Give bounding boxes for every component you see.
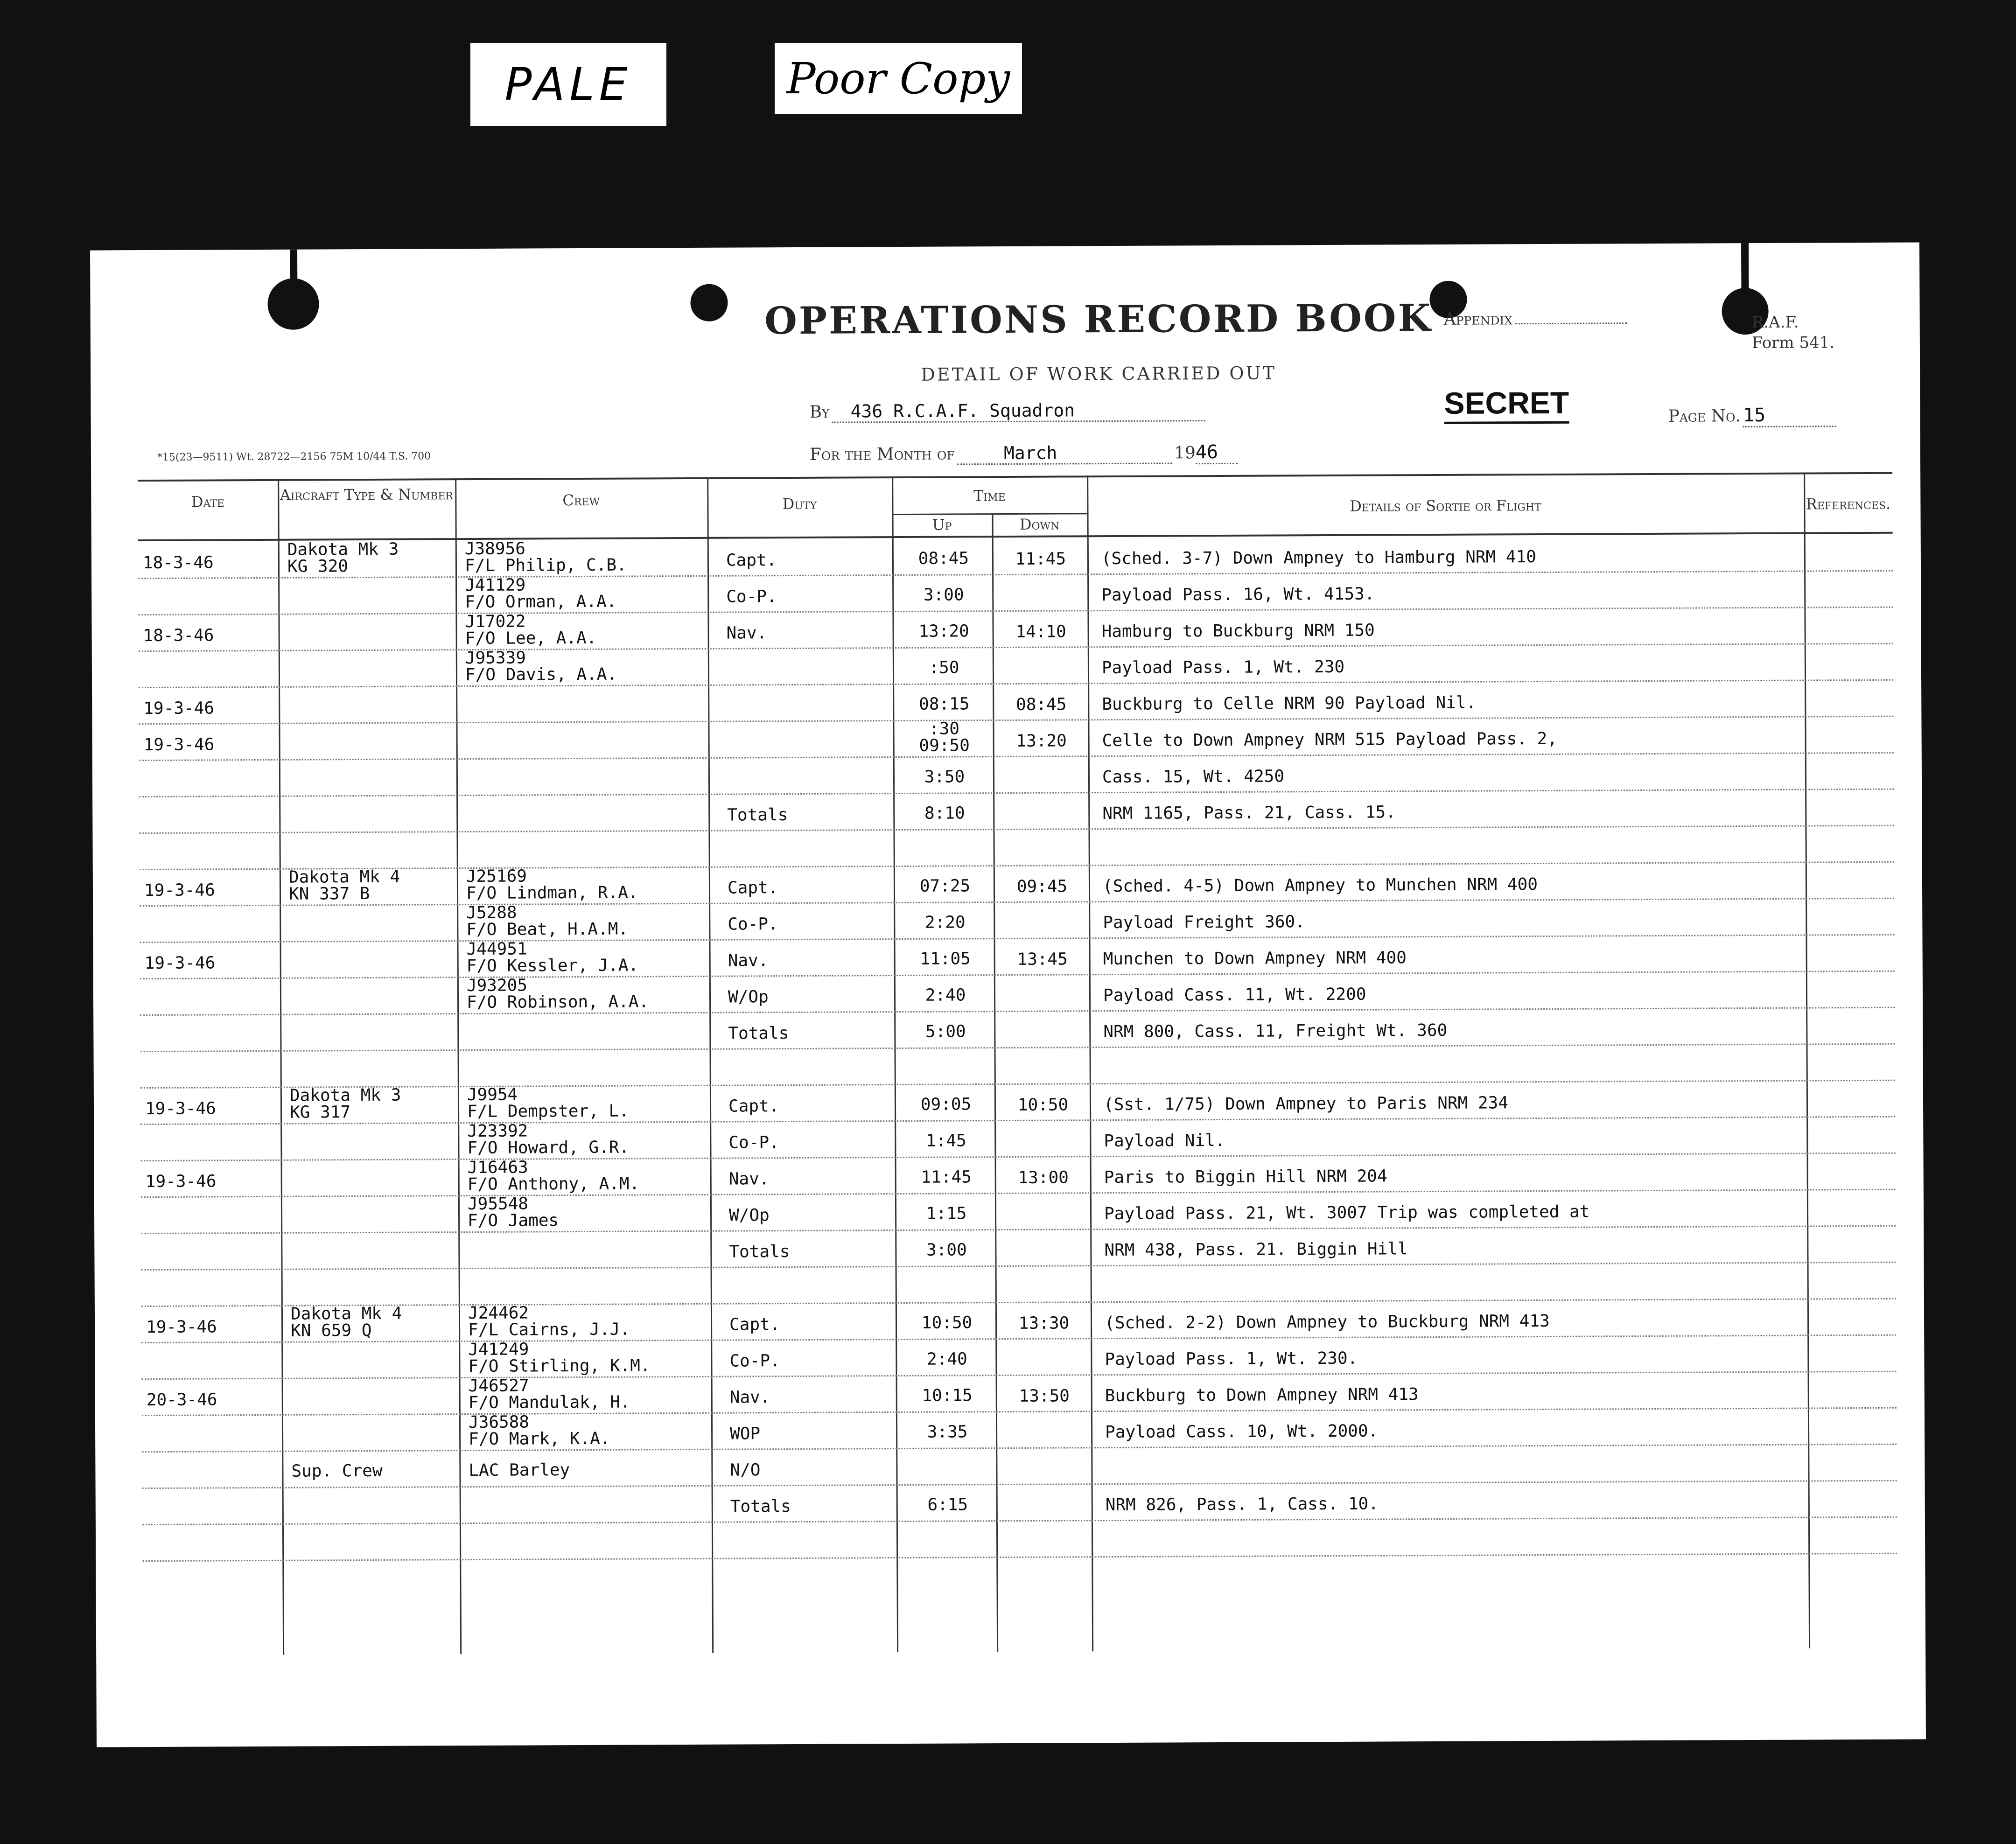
col-details: Details of Sortie or Flight — [1350, 496, 1541, 515]
squadron-value: 436 R.C.A.F. Squadron — [832, 399, 1205, 423]
cell-duty: Totals — [729, 1242, 790, 1262]
cell-details: Payload Pass. 1, Wt. 230. — [1105, 1348, 1358, 1369]
cell-duty: W/Op — [728, 987, 769, 1007]
cell-duty: Capt. — [729, 1315, 780, 1334]
cell-up: 6:15 — [927, 1495, 968, 1515]
cell-duty: Co-P. — [729, 1351, 780, 1371]
cell-details: Celle to Down Ampney NRM 515 Payload Pass. 2, — [1102, 729, 1558, 751]
cell-duty: Nav. — [728, 1169, 770, 1189]
cell-details: (Sst. 1/75) Down Ampney to Paris NRM 234 — [1103, 1093, 1509, 1115]
cell-crew: J25169 F/O Lindman, R.A. — [466, 866, 638, 903]
cell-duty: Totals — [728, 1024, 789, 1043]
cell-crew: J17022 F/O Lee, A.A. — [465, 612, 597, 649]
cell-crew: J95548 F/O James — [467, 1194, 559, 1231]
col-up: Up — [932, 516, 952, 534]
cell-down: 10:50 — [1017, 1095, 1069, 1115]
year-prefix: 19 — [1174, 443, 1196, 463]
cell-duty: W/Op — [728, 1206, 770, 1225]
cell-details: NRM 800, Cass. 11, Freight Wt. 360 — [1103, 1020, 1448, 1042]
cell-up: 13:20 — [918, 622, 969, 641]
poor-copy-text: Poor Copy — [786, 53, 1010, 104]
cell-date: 18-3-46 — [143, 626, 214, 646]
cell-date: 18-3-46 — [142, 553, 214, 573]
cell-crew: J41129 F/O Orman, A.A. — [465, 575, 617, 612]
cell-up: 08:45 — [918, 549, 969, 568]
cell-duty: Capt. — [726, 551, 777, 570]
col-crew: Crew — [562, 491, 600, 510]
form-title: OPERATIONS RECORD BOOK — [764, 296, 1433, 343]
cell-duty: N/O — [730, 1460, 761, 1480]
cell-duty: Co-P. — [728, 1133, 779, 1152]
record-sheet — [90, 242, 1926, 1747]
cell-down: 13:00 — [1018, 1168, 1069, 1187]
cell-up: 10:50 — [921, 1313, 973, 1333]
col-date: Date — [191, 493, 224, 511]
cell-crew: J5288 F/O Beat, H.A.M. — [466, 903, 629, 940]
cell-up: 3:35 — [927, 1422, 968, 1442]
month-line — [810, 441, 1238, 466]
raf-line-1: R.A.F. — [1751, 313, 1799, 332]
cell-duty: Nav. — [726, 623, 767, 643]
cell-date: 19-3-46 — [145, 1099, 216, 1119]
cell-crew: J23392 F/O Howard, G.R. — [467, 1121, 630, 1158]
cell-details: (Sched. 3-7) Down Ampney to Hamburg NRM 410 — [1101, 547, 1536, 569]
col-down: Down — [1019, 515, 1060, 533]
cell-details: Hamburg to Buckburg NRM 150 — [1101, 621, 1375, 642]
cell-crew: J24462 F/L Cairns, J.J. — [468, 1303, 630, 1340]
cell-details: Cass. 15, Wt. 4250 — [1102, 767, 1285, 787]
cell-crew: J38956 F/L Philip, C.B. — [464, 539, 627, 576]
cell-up: 3:00 — [923, 585, 964, 605]
cell-up: 1:15 — [926, 1204, 967, 1223]
page-number — [1668, 404, 1836, 428]
cell-details: Buckburg to Down Ampney NRM 413 — [1105, 1385, 1419, 1406]
appendix-label: Appendix — [1443, 309, 1513, 329]
by-line — [809, 399, 1205, 423]
cell-down: 13:20 — [1016, 731, 1067, 751]
cell-details: Buckburg to Celle NRM 90 Payload Nil. — [1102, 693, 1477, 714]
cell-up: 3:50 — [924, 767, 965, 787]
cell-down: 13:45 — [1017, 950, 1068, 969]
cell-crew: LAC Barley — [469, 1460, 570, 1481]
cell-details: (Sched. 2-2) Down Ampney to Buckburg NRM 413 — [1104, 1311, 1550, 1333]
cell-date: 19-3-46 — [144, 880, 215, 901]
cell-up: :50 — [929, 658, 959, 678]
cell-up: 5:00 — [925, 1022, 966, 1041]
cell-details: Paris to Biggin Hill NRM 204 — [1104, 1166, 1387, 1187]
print-code: *15(23—9511) Wt. 28722—2156 75M 10/44 T.S. 700 — [157, 450, 431, 463]
cell-down: 14:10 — [1015, 622, 1066, 642]
pale-label — [470, 43, 666, 126]
cell-crew: J16463 F/O Anthony, A.M. — [467, 1158, 640, 1194]
cell-up: 10:15 — [922, 1386, 973, 1405]
cell-date: 19-3-46 — [144, 953, 216, 973]
form-subtitle: DETAIL OF WORK CARRIED OUT — [921, 363, 1277, 385]
cell-details: Munchen to Down Ampney NRM 400 — [1103, 948, 1407, 969]
page-label: Page No. — [1668, 406, 1741, 426]
cell-aircraft: Dakota Mk 3 KG 320 — [287, 539, 399, 576]
by-label: By — [809, 402, 830, 422]
cell-details: Payload Pass. 21, Wt. 3007 Trip was completed at — [1104, 1202, 1590, 1224]
cell-crew: J93205 F/O Robinson, A.A. — [466, 976, 649, 1013]
cell-up: 07:25 — [919, 876, 971, 896]
poor-copy-label — [775, 43, 1022, 114]
punch-hole-right-tab — [1741, 243, 1749, 299]
cell-crew: J41249 F/O Stirling, K.M. — [468, 1340, 651, 1376]
cell-up: 2:40 — [926, 1349, 967, 1369]
cell-down: 08:45 — [1016, 695, 1067, 714]
cell-down: 09:45 — [1016, 877, 1068, 896]
cell-up: 2:40 — [925, 985, 966, 1005]
cell-down: 13:30 — [1018, 1313, 1070, 1333]
cell-duty: Nav. — [728, 951, 769, 971]
cell-aircraft: Sup. Crew — [291, 1461, 383, 1481]
secret-stamp: SECRET — [1444, 384, 1569, 424]
cell-duty: Capt. — [727, 878, 778, 898]
cell-duty: WOP — [730, 1424, 761, 1444]
cell-details: Payload Freight 360. — [1103, 912, 1305, 933]
punch-hole-center-left — [690, 284, 728, 321]
page-no-value: 15 — [1743, 404, 1836, 427]
cell-crew: J95339 F/O Davis, A.A. — [465, 648, 617, 685]
col-aircraft: Aircraft Type & Number — [280, 485, 453, 504]
cell-duty: Capt. — [728, 1097, 779, 1116]
cell-details: Payload Cass. 11, Wt. 2200 — [1103, 985, 1366, 1006]
cell-date: 19-3-46 — [143, 698, 215, 719]
col-duty: Duty — [782, 495, 817, 513]
cell-up: 8:10 — [924, 803, 965, 823]
appendix-line — [1444, 309, 1627, 329]
cell-details: NRM 826, Pass. 1, Cass. 10. — [1105, 1494, 1379, 1515]
cell-aircraft: Dakota Mk 3 KG 317 — [289, 1085, 401, 1122]
cell-aircraft: Dakota Mk 4 KN 659 Q — [290, 1304, 402, 1341]
punch-hole-left-tab — [290, 250, 297, 287]
cell-up: 3:00 — [926, 1240, 967, 1260]
cell-details: Payload Cass. 10, Wt. 2000. — [1105, 1421, 1379, 1442]
cell-details: Payload Pass. 16, Wt. 4153. — [1101, 584, 1375, 605]
cell-duty: Co-P. — [726, 587, 777, 607]
cell-up: 2:20 — [924, 913, 966, 932]
cell-duty: Totals — [730, 1497, 791, 1516]
cell-crew: J44951 F/O Kessler, J.A. — [466, 939, 639, 976]
cell-up: 08:15 — [919, 694, 970, 714]
cell-date: 19-3-46 — [143, 735, 215, 755]
table-body — [138, 534, 1893, 1516]
raf-form-number — [1752, 312, 1835, 353]
col-time: Time — [973, 487, 1006, 505]
col-references: References. — [1806, 495, 1891, 513]
cell-crew: J46527 F/O Mandulak, H. — [468, 1376, 630, 1413]
cell-duty: Co-P. — [728, 915, 778, 934]
cell-date: 19-3-46 — [145, 1172, 217, 1192]
cell-details: NRM 438, Pass. 21. Biggin Hill — [1104, 1239, 1408, 1260]
cell-date: 20-3-46 — [146, 1390, 217, 1410]
cell-details: (Sched. 4-5) Down Ampney to Munchen NRM 400 — [1102, 875, 1538, 896]
cell-up: 1:45 — [925, 1131, 966, 1151]
month-label: For the Month of — [809, 444, 955, 464]
cell-crew: J9954 F/L Dempster, L. — [467, 1085, 629, 1122]
cell-up: 11:05 — [920, 949, 971, 969]
cell-down: 11:45 — [1015, 549, 1066, 569]
cell-duty: Nav. — [729, 1388, 770, 1407]
records-table — [138, 472, 1897, 1655]
cell-up: :30 09:50 — [919, 719, 970, 755]
cell-aircraft: Dakota Mk 4 KN 337 B — [288, 867, 400, 904]
cell-details: Payload Nil. — [1104, 1131, 1225, 1151]
cell-date: 19-3-46 — [146, 1317, 217, 1337]
cell-up: 11:45 — [921, 1167, 972, 1187]
raf-line-2: Form 541. — [1751, 333, 1835, 353]
cell-crew: J36588 F/O Mark, K.A. — [468, 1412, 610, 1449]
cell-details: Payload Pass. 1, Wt. 230 — [1101, 657, 1345, 678]
year-suffix: 46 — [1196, 441, 1238, 464]
cell-details: NRM 1165, Pass. 21, Cass. 15. — [1102, 803, 1396, 824]
cell-up: 09:05 — [920, 1095, 972, 1114]
cell-down: 13:50 — [1019, 1386, 1070, 1406]
table-top-rule — [138, 472, 1892, 482]
month-value: March — [957, 442, 1172, 465]
pale-text: PALE — [504, 58, 632, 111]
table-row — [142, 1516, 1897, 1562]
cell-duty: Totals — [727, 805, 788, 825]
